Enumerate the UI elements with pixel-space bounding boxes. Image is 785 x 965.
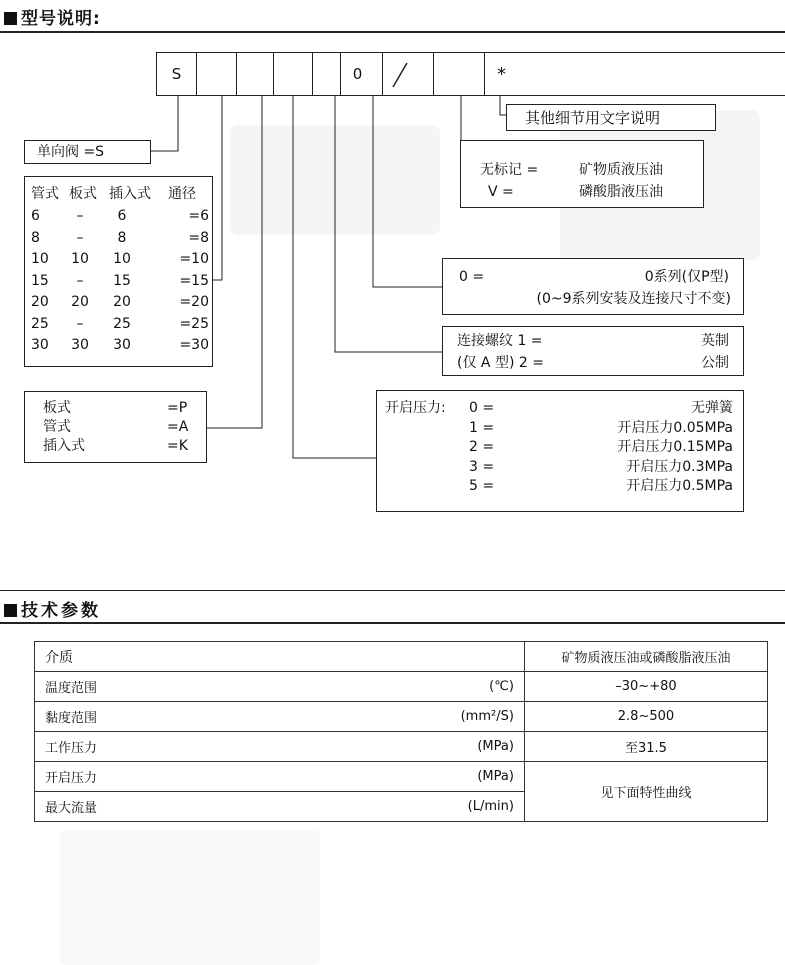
param-unit: (mm²/S): [277, 702, 524, 732]
other-description-box: [506, 104, 716, 131]
check-valve-label: 单向阀 =S: [37, 144, 105, 160]
section-header-tech: [0, 596, 785, 624]
fluid-name: 磷酸脂液压油: [579, 184, 663, 200]
size-table-cell: =6: [188, 208, 209, 224]
size-table-cell: =20: [179, 294, 209, 310]
size-table-cell: =15: [179, 272, 209, 289]
size-table-cell: =10: [179, 251, 209, 267]
pressure-value: 开启压力0.05MPa: [617, 419, 733, 436]
square-bullet-icon: [4, 604, 17, 617]
pressure-value: 开启压力0.15MPa: [617, 439, 733, 455]
param-unit: (L/min): [277, 792, 524, 822]
thread-box: [442, 326, 744, 376]
section-title: 型号说明:: [21, 9, 101, 29]
table-row: [35, 642, 768, 672]
param-name: 最大流量: [35, 792, 278, 822]
check-valve-box: [24, 140, 151, 164]
size-table-cell: 15: [113, 272, 131, 289]
param-name: 黏度范围: [35, 702, 278, 732]
mount-value: =P: [167, 400, 188, 416]
size-table-cell: 10: [113, 251, 131, 267]
size-table-cell: –: [76, 208, 84, 224]
size-table-cell: 10: [31, 251, 49, 267]
size-table-cell: 6: [117, 208, 127, 224]
param-name: 介质: [35, 642, 525, 672]
pressure-value: 开启压力0.3MPa: [626, 458, 733, 475]
background-blur: [60, 830, 320, 965]
pressure-title: 开启压力:: [385, 400, 446, 416]
size-table-cell: –: [76, 272, 84, 289]
code-cell-9: *: [484, 52, 785, 96]
section-title: 技术参数: [21, 601, 101, 621]
size-table-cell: 8: [117, 229, 127, 246]
divider: [0, 622, 785, 624]
size-table-cell: 30: [113, 337, 131, 353]
pressure-code: 1 =: [469, 419, 495, 436]
param-value: 见下面特性曲线: [524, 762, 767, 822]
fluid-code: 无标记 =: [480, 162, 539, 178]
series-box: [442, 258, 744, 315]
size-table-cell: 10: [71, 251, 89, 267]
series-note: (0~9系列安装及连接尺寸不变): [536, 291, 731, 307]
series-value: 0系列(仅P型): [644, 269, 729, 285]
param-name: 工作压力: [35, 732, 278, 762]
size-table-cell: 20: [113, 294, 131, 310]
code-cell-6: 0: [340, 52, 383, 96]
table-row: [35, 672, 768, 702]
size-table-cell: 8: [31, 229, 40, 246]
param-unit: (℃): [277, 672, 524, 702]
param-value: 矿物质液压油或磷酸脂液压油: [524, 642, 767, 672]
pressure-value: 无弹簧: [691, 400, 733, 416]
other-description-label: 其他细节用文字说明: [525, 109, 661, 127]
table-row: [35, 762, 768, 792]
cracking-pressure-box: [376, 390, 744, 512]
size-table-cell: 25: [113, 315, 131, 332]
param-unit: (MPa): [277, 732, 524, 762]
size-table-cell: 20: [31, 294, 49, 310]
mount-label: 插入式: [43, 438, 85, 454]
param-value: 2.8~500: [524, 702, 767, 732]
param-name: 开启压力: [35, 762, 278, 792]
param-name: 温度范围: [35, 672, 278, 702]
size-table-box: 管式 板式 插入式 通径 6 – 6 =6 8 – 8 =8 10 10 10 =10 15 – 15 =15 20 20 20 =20 25 – 25 =25 30 30 30 =30: [24, 176, 213, 367]
fluid-type-box: [460, 140, 704, 208]
table-row: [35, 732, 768, 762]
pressure-code: 2 =: [469, 439, 495, 455]
size-table-cell: =25: [179, 315, 209, 332]
mount-label: 管式: [43, 419, 71, 435]
size-table-cell: 15: [31, 272, 49, 289]
thread-code: (仅 A 型) 2 =: [457, 355, 544, 371]
mounting-type-box: [24, 391, 207, 463]
tech-params-table: [34, 641, 768, 822]
pressure-code: 3 =: [469, 458, 495, 475]
size-table-cell: 6: [31, 208, 40, 224]
param-value: –30~+80: [524, 672, 767, 702]
size-table-cell: =8: [188, 229, 209, 246]
pressure-value: 开启压力0.5MPa: [626, 478, 733, 494]
thread-code: 连接螺纹 1 =: [457, 333, 543, 349]
size-table-cell: 30: [71, 337, 89, 353]
pressure-code: 0 =: [469, 400, 495, 416]
thread-value: 英制: [701, 333, 729, 349]
size-table-cell: –: [76, 315, 84, 332]
fluid-code: V =: [488, 184, 514, 200]
fluid-name: 矿物质液压油: [579, 162, 663, 178]
mount-value: =A: [167, 419, 189, 435]
size-table-cell: 30: [31, 337, 49, 353]
mount-value: =K: [167, 438, 188, 454]
divider: [0, 590, 785, 591]
code-cell-1: S: [156, 52, 197, 96]
size-table-cell: –: [76, 229, 84, 246]
size-table-cell: =30: [179, 337, 209, 353]
param-value: 至31.5: [524, 732, 767, 762]
size-table-cell: 25: [31, 315, 49, 332]
param-unit: (MPa): [277, 762, 524, 792]
mount-label: 板式: [43, 400, 71, 416]
pressure-code: 5 =: [469, 478, 495, 494]
size-table-cell: 20: [71, 294, 89, 310]
series-code: 0 =: [459, 269, 485, 285]
table-row: [35, 702, 768, 732]
thread-value: 公制: [701, 355, 729, 371]
